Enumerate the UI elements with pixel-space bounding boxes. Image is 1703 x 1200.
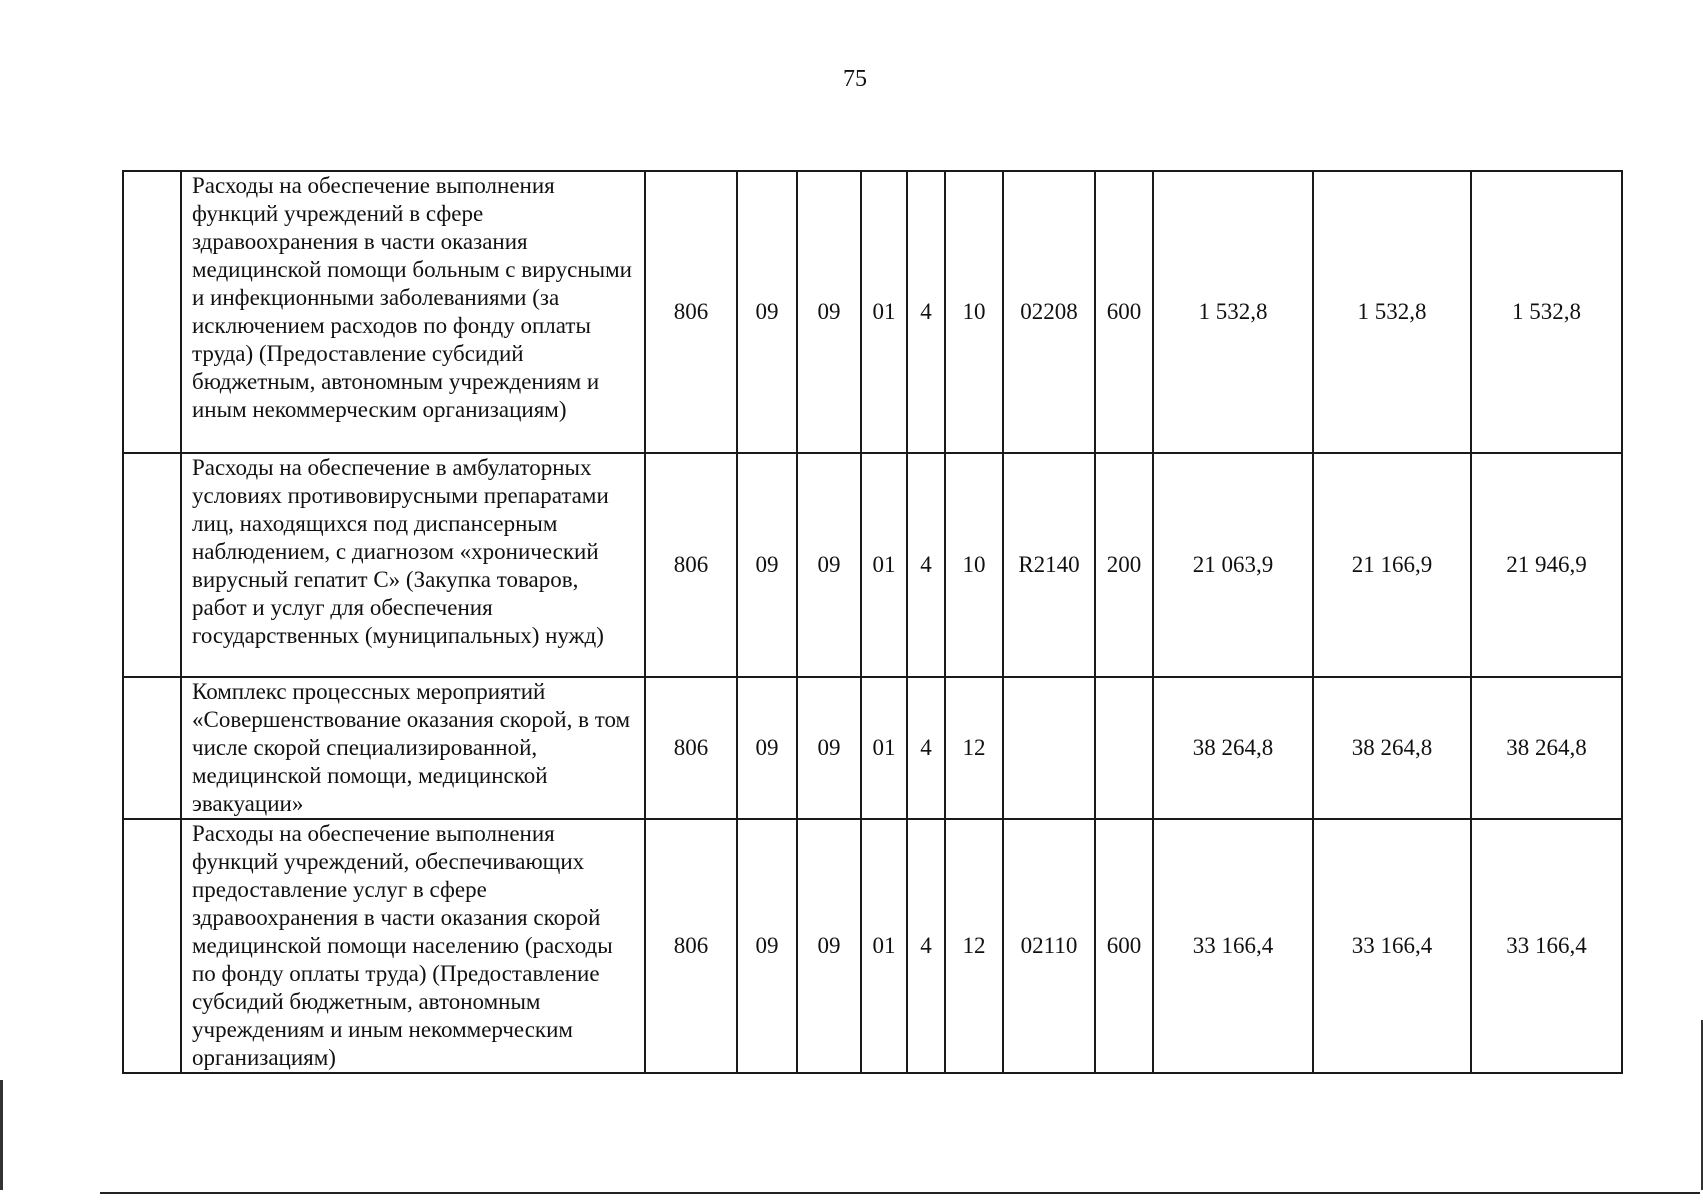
subprogram-cell: 12 (945, 819, 1003, 1073)
code-cell: 806 (645, 677, 737, 819)
section-cell: 09 (737, 453, 797, 677)
description-cell: Расходы на обеспечение в амбулаторных условиях противовирусными препаратами лиц, находящихся под диспансерным наблюдением, с диагнозом «хронический вирусный гепатит С» (Закупка товаров, работ и услуг для обеспечения государственных (муниципальных) нужд) (181, 453, 645, 677)
row-number-cell (123, 677, 181, 819)
sum1-cell: 1 532,8 (1153, 171, 1313, 453)
type-cell: 4 (907, 677, 945, 819)
direction-cell: 02110 (1003, 819, 1095, 1073)
program-cell: 01 (861, 819, 907, 1073)
table-row (123, 819, 1622, 1073)
subprogram-cell: 12 (945, 677, 1003, 819)
subprogram-cell: 10 (945, 171, 1003, 453)
section-cell: 09 (737, 677, 797, 819)
sum1-cell: 21 063,9 (1153, 453, 1313, 677)
sum3-cell: 21 946,9 (1471, 453, 1622, 677)
table-row (123, 677, 1622, 819)
subsection-cell: 09 (797, 819, 861, 1073)
sum3-cell: 1 532,8 (1471, 171, 1622, 453)
subsection-cell: 09 (797, 453, 861, 677)
budget-table (122, 170, 1623, 1074)
description-cell: Расходы на обеспечение выполнения функций учреждений в сфере здравоохранения в части оказания медицинской помощи больным с вирусными и инфекционными заболеваниями (за исключением расходов по фонду оплаты труда) (Предоставление субсидий бюджетным, автономным учреждениям и иным некоммерческим организациям) (181, 171, 645, 453)
expense-type-cell: 600 (1095, 171, 1153, 453)
sum2-cell: 33 166,4 (1313, 819, 1471, 1073)
sum1-cell: 33 166,4 (1153, 819, 1313, 1073)
expense-type-cell (1095, 677, 1153, 819)
description-cell: Комплекс процессных мероприятий «Совершенствование оказания скорой, в том числе скорой специализированной, медицинской помощи, медицинской эвакуации» (181, 677, 645, 819)
type-cell: 4 (907, 453, 945, 677)
type-cell: 4 (907, 171, 945, 453)
section-cell: 09 (737, 171, 797, 453)
sum2-cell: 1 532,8 (1313, 171, 1471, 453)
code-cell: 806 (645, 453, 737, 677)
program-cell: 01 (861, 453, 907, 677)
code-cell: 806 (645, 819, 737, 1073)
code-cell: 806 (645, 171, 737, 453)
expense-type-cell: 200 (1095, 453, 1153, 677)
expense-type-cell: 600 (1095, 819, 1153, 1073)
description-cell: Расходы на обеспечение выполнения функций учреждений, обеспечивающих предоставление услуг в сфере здравоохранения в части оказания скорой медицинской помощи населению (расходы по фонду оплаты труда) (Предоставление субсидий бюджетным, автономным учреждениям и иным некоммерческим организациям) (181, 819, 645, 1073)
sum2-cell: 21 166,9 (1313, 453, 1471, 677)
row-number-cell (123, 453, 181, 677)
sum2-cell: 38 264,8 (1313, 677, 1471, 819)
subsection-cell: 09 (797, 677, 861, 819)
row-number-cell (123, 819, 181, 1073)
table-row (123, 453, 1622, 677)
subprogram-cell: 10 (945, 453, 1003, 677)
sum3-cell: 38 264,8 (1471, 677, 1622, 819)
bottom-rule (100, 1192, 1700, 1194)
left-margin-mark (0, 1080, 3, 1190)
sum3-cell: 33 166,4 (1471, 819, 1622, 1073)
table-row (123, 171, 1622, 453)
subsection-cell: 09 (797, 171, 861, 453)
section-cell: 09 (737, 819, 797, 1073)
program-cell: 01 (861, 171, 907, 453)
program-cell: 01 (861, 677, 907, 819)
page-number: 75 (843, 66, 867, 92)
direction-cell (1003, 677, 1095, 819)
sum1-cell: 38 264,8 (1153, 677, 1313, 819)
type-cell: 4 (907, 819, 945, 1073)
row-number-cell (123, 171, 181, 453)
direction-cell: 02208 (1003, 171, 1095, 453)
direction-cell: R2140 (1003, 453, 1095, 677)
